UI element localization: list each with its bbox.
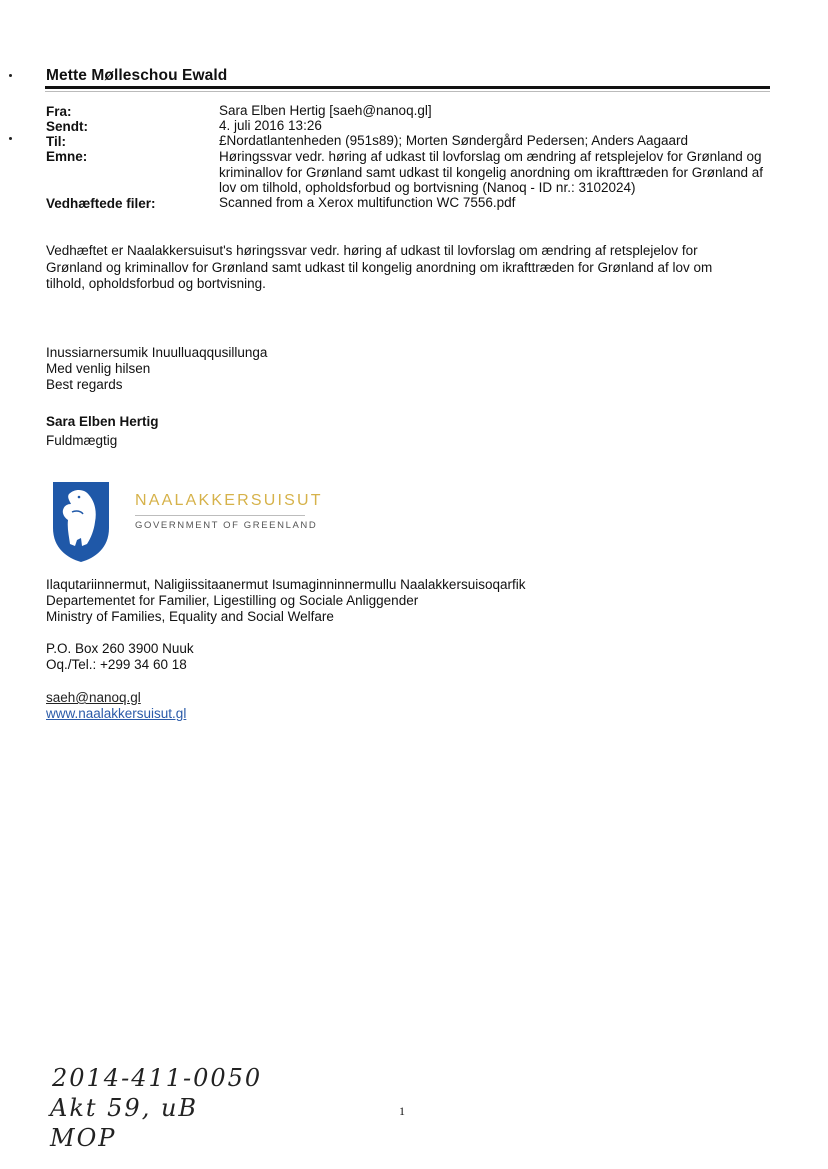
attachments-label: Vedhæftede filer: [46, 196, 156, 211]
to-value: £Nordatlantenheden (951s89); Morten Søndergård Pedersen; Anders Aagaard [219, 133, 689, 148]
logo-wordmark: NAALAKKERSUISUT [135, 492, 323, 509]
phone-number: Oq./Tel.: +299 34 60 18 [46, 657, 187, 672]
department-danish: Departementet for Familier, Ligestilling og Sociale Anliggender [46, 593, 419, 608]
handwritten-document-ref: Akt 59, uB [50, 1094, 199, 1122]
owner-name-heading: Mette Mølleschou Ewald [46, 67, 228, 84]
department-kalaallisut: Ilaqutariinnermut, Naligiissitaanermut Isumaginninnermullu Naalakkersuisoqarfik [46, 577, 526, 592]
postal-address: P.O. Box 260 3900 Nuuk [46, 641, 194, 656]
email-link[interactable]: saeh@nanoq.gl [46, 690, 141, 705]
page-number: 1 [399, 1104, 405, 1118]
to-label: Til: [46, 134, 66, 149]
department-english: Ministry of Families, Equality and Social Welfare [46, 609, 334, 624]
email-body: Vedhæftet er Naalakkersuisut's høringssvar vedr. høring af udkast til lovforslag om ændring af retsplejelov for Grønland og kriminallov for Grønland samt udkast til kongelig anordning om ikrafttræden for Grønland af lov om tilhold, opholdsforbud og bortvisning. [46, 243, 713, 291]
margin-dot [9, 137, 12, 140]
from-value: Sara Elben Hertig [saeh@nanoq.gl] [219, 103, 432, 118]
handwritten-case-number: 2014-411-0050 [52, 1064, 263, 1092]
sent-label: Sendt: [46, 119, 88, 134]
logo-subtitle: GOVERNMENT OF GREENLAND [135, 520, 318, 531]
margin-dot [9, 74, 12, 77]
polar-bear-shield-icon [51, 480, 111, 564]
attachment-file[interactable]: Scanned from a Xerox multifunction WC 7556.pdf [219, 195, 516, 210]
greeting-kalaallisut: Inussiarnersumik Inuulluaqqusillunga [46, 345, 268, 360]
heading-rule [45, 86, 770, 89]
signature-role: Fuldmægtig [46, 433, 118, 448]
heading-rule-thin [45, 91, 770, 92]
logo-divider [135, 515, 305, 516]
sent-value: 4. juli 2016 13:26 [219, 118, 322, 133]
signature-name: Sara Elben Hertig [46, 414, 159, 429]
subject-value: Høringssvar vedr. høring af udkast til lovforslag om ændring af retsplejelov for Grønland og kriminallov for Grønland samt udkast til kongelig anordning om ikrafttræden for Grønland af lov om tilhold, opholdsforbud og bortvisning (Nanoq - ID nr.: 3102024) [219, 149, 763, 195]
website-link[interactable]: www.naalakkersuisut.gl [46, 706, 187, 721]
greeting-english: Best regards [46, 377, 123, 392]
from-label: Fra: [46, 104, 72, 119]
greeting-danish: Med venlig hilsen [46, 361, 151, 376]
handwritten-initials: MOP [50, 1124, 117, 1152]
subject-label: Emne: [46, 149, 88, 164]
